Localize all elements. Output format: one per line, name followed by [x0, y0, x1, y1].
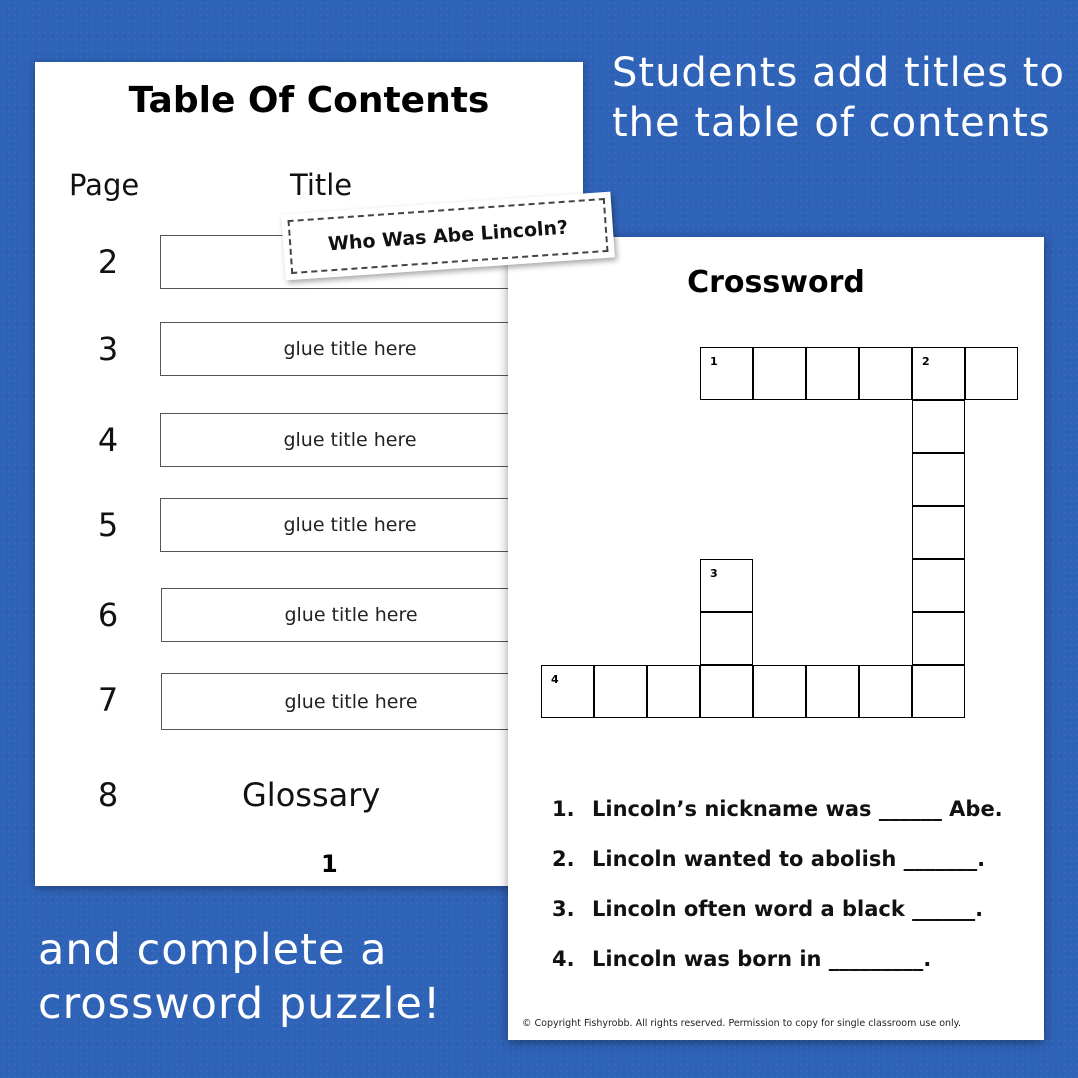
clue-item: [552, 897, 1032, 947]
toc-row: [35, 588, 583, 646]
toc-row-box: glue title here: [160, 413, 580, 467]
toc-row: [35, 413, 583, 471]
crossword-cell[interactable]: [912, 612, 965, 665]
crossword-page: [508, 237, 1044, 1040]
toc-row-page: 4: [97, 421, 119, 459]
copyright-notice: © Copyright Fishyrobb. All rights reserved. Permission to copy for single classroom use only.: [522, 1018, 961, 1029]
crossword-cell[interactable]: [700, 347, 753, 400]
promo-bottom-text: and complete a crossword puzzle!: [38, 925, 442, 1029]
clue-text: Lincoln’s nickname was ______ Abe.: [592, 797, 1003, 821]
crossword-cell[interactable]: [806, 665, 859, 718]
toc-row-page: 6: [97, 596, 119, 634]
clue-item: [552, 947, 1032, 997]
toc-row: [35, 498, 583, 556]
crossword-cell[interactable]: [912, 559, 965, 612]
crossword-cell[interactable]: [753, 665, 806, 718]
table-of-contents-page: [35, 62, 583, 886]
crossword-cell[interactable]: [859, 347, 912, 400]
toc-row: [35, 322, 583, 380]
crossword-cell[interactable]: [594, 665, 647, 718]
crossword-cell[interactable]: [912, 400, 965, 453]
clue-text: Lincoln often word a black ______.: [592, 897, 984, 921]
crossword-cell-number: 1: [710, 355, 718, 368]
clue-text: Lincoln was born in _________.: [592, 947, 932, 971]
toc-row-box: glue title here: [160, 498, 580, 552]
toc-row-box: glue title here: [161, 588, 581, 642]
crossword-cell[interactable]: [912, 506, 965, 559]
crossword-cell[interactable]: [912, 665, 965, 718]
crossword-cell[interactable]: [965, 347, 1018, 400]
clue-number: 4.: [552, 947, 575, 971]
title-strip-text: Who Was Abe Lincoln?: [288, 198, 609, 274]
crossword-cell-number: 3: [710, 567, 718, 580]
toc-page-number: 1: [321, 850, 338, 878]
clue-item: [552, 847, 1032, 897]
crossword-cell[interactable]: [647, 665, 700, 718]
crossword-title: Crossword: [687, 265, 865, 300]
clue-list: [552, 797, 1032, 997]
clue-item: [552, 797, 1032, 847]
clue-number: 3.: [552, 897, 575, 921]
toc-row-box: glue title here: [160, 322, 580, 376]
toc-row-page: 3: [97, 330, 119, 368]
crossword-cell[interactable]: [753, 347, 806, 400]
toc-row-page: 2: [97, 243, 119, 281]
crossword-cell[interactable]: [912, 347, 965, 400]
clue-number: 1.: [552, 797, 575, 821]
toc-title-header: Title: [290, 168, 353, 202]
toc-glossary-label: Glossary: [242, 776, 381, 814]
toc-page-header: Page: [69, 168, 140, 202]
crossword-cell-number: 2: [922, 355, 930, 368]
toc-row-page: 7: [97, 681, 119, 719]
promo-top-text: Students add titles to the table of contents: [612, 50, 1065, 146]
crossword-cell[interactable]: [700, 612, 753, 665]
crossword-cell-number: 4: [551, 673, 559, 686]
crossword-cell[interactable]: [541, 665, 594, 718]
clue-text: Lincoln wanted to abolish _______.: [592, 847, 986, 871]
toc-row-page: 5: [97, 506, 119, 544]
crossword-cell[interactable]: [700, 559, 753, 612]
toc-row-box: glue title here: [161, 673, 581, 730]
toc-glossary-page: 8: [97, 776, 119, 814]
crossword-cell[interactable]: [700, 665, 753, 718]
toc-title: Table Of Contents: [128, 80, 490, 121]
crossword-cell[interactable]: [859, 665, 912, 718]
crossword-cell[interactable]: [912, 453, 965, 506]
toc-row: [35, 673, 583, 731]
clue-number: 2.: [552, 847, 575, 871]
crossword-cell[interactable]: [806, 347, 859, 400]
